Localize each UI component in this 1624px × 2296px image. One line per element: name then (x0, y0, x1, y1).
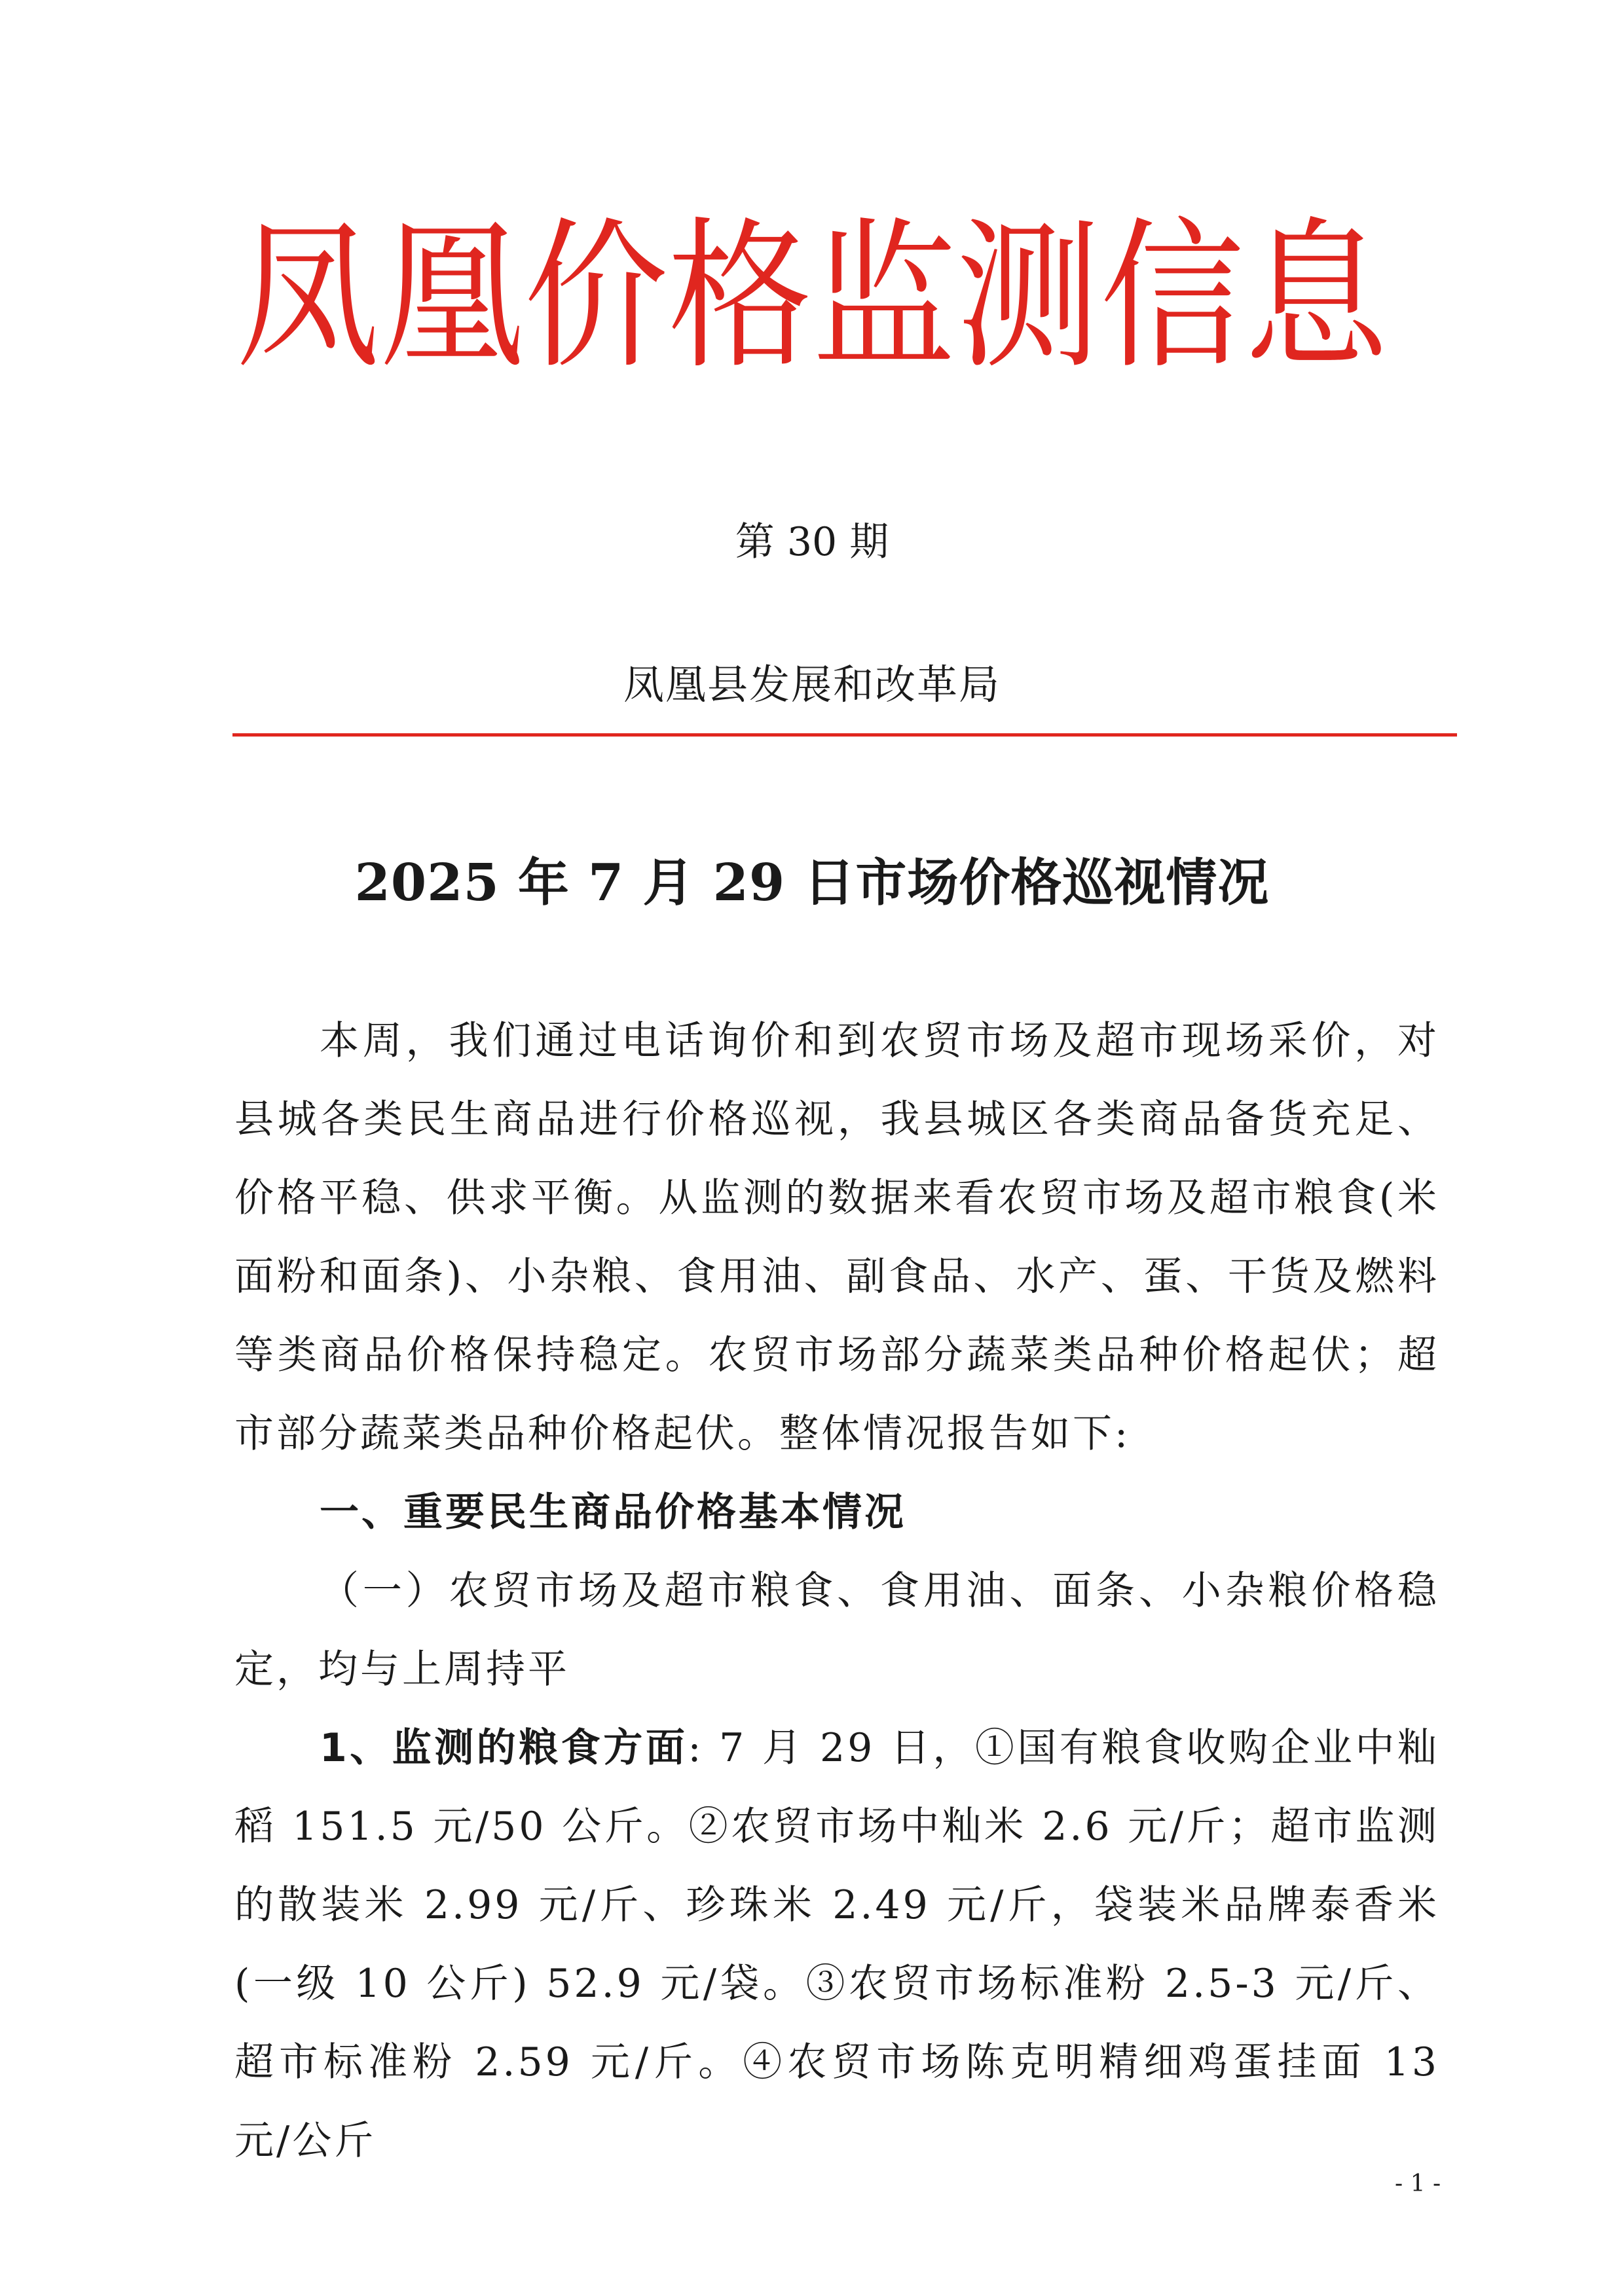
document-body (234, 1002, 1439, 2180)
item-lead: 1、监测的粮食方面 (320, 1725, 688, 1771)
intro-paragraph: 本周，我们通过电话询价和到农贸市场及超市现场采价，对县城各类民生商品进行价格巡视，我县城区各类商品备货充足、价格平稳、供求平衡。从监测的数据来看农贸市场及超市粮食(米面粉和面条)、小杂粮、食用油、副食品、水产、蛋、干货及燃料等类商品价格保持稳定。农贸市场部分蔬菜类品种价格起伏；超市部分蔬菜类品种价格起伏。整体情况报告如下: (234, 1018, 1439, 1457)
page-number: - 1 - (1395, 2170, 1441, 2197)
issuer-name: 凤凰县发展和改革局 (623, 661, 1001, 708)
section-heading: 一、重要民生商品价格基本情况 (320, 1489, 906, 1535)
document-title: 2025 年 7 月 29 日市场价格巡视情况 (354, 853, 1270, 913)
item-text: : 7 月 29 日，①国有粮食收购企业中籼稻 151.5 元/50 公斤。②农贸市场中籼米 2.6 元/斤；超市监测的散装米 2.99 元/斤、珍珠米 2.49 元/斤，袋装米品牌泰香米(一级 10 公斤) 52.9 元/袋。③农贸市场标准粉 2.5-3 元/斤、超市标准粉 2.59 元/斤。④农贸市场陈克明精细鸡蛋挂面 13 元/公斤 (234, 1725, 1439, 2164)
red-divider-line (232, 733, 1457, 737)
subsection-heading: （一）农贸市场及超市粮食、食用油、面条、小杂粮价格稳定，均与上周持平 (234, 1568, 1439, 1692)
masthead-title: 凤凰价格监测信息 (235, 202, 1388, 391)
issue-number: 第 30 期 (735, 519, 889, 565)
item-paragraph (234, 1709, 1439, 2180)
